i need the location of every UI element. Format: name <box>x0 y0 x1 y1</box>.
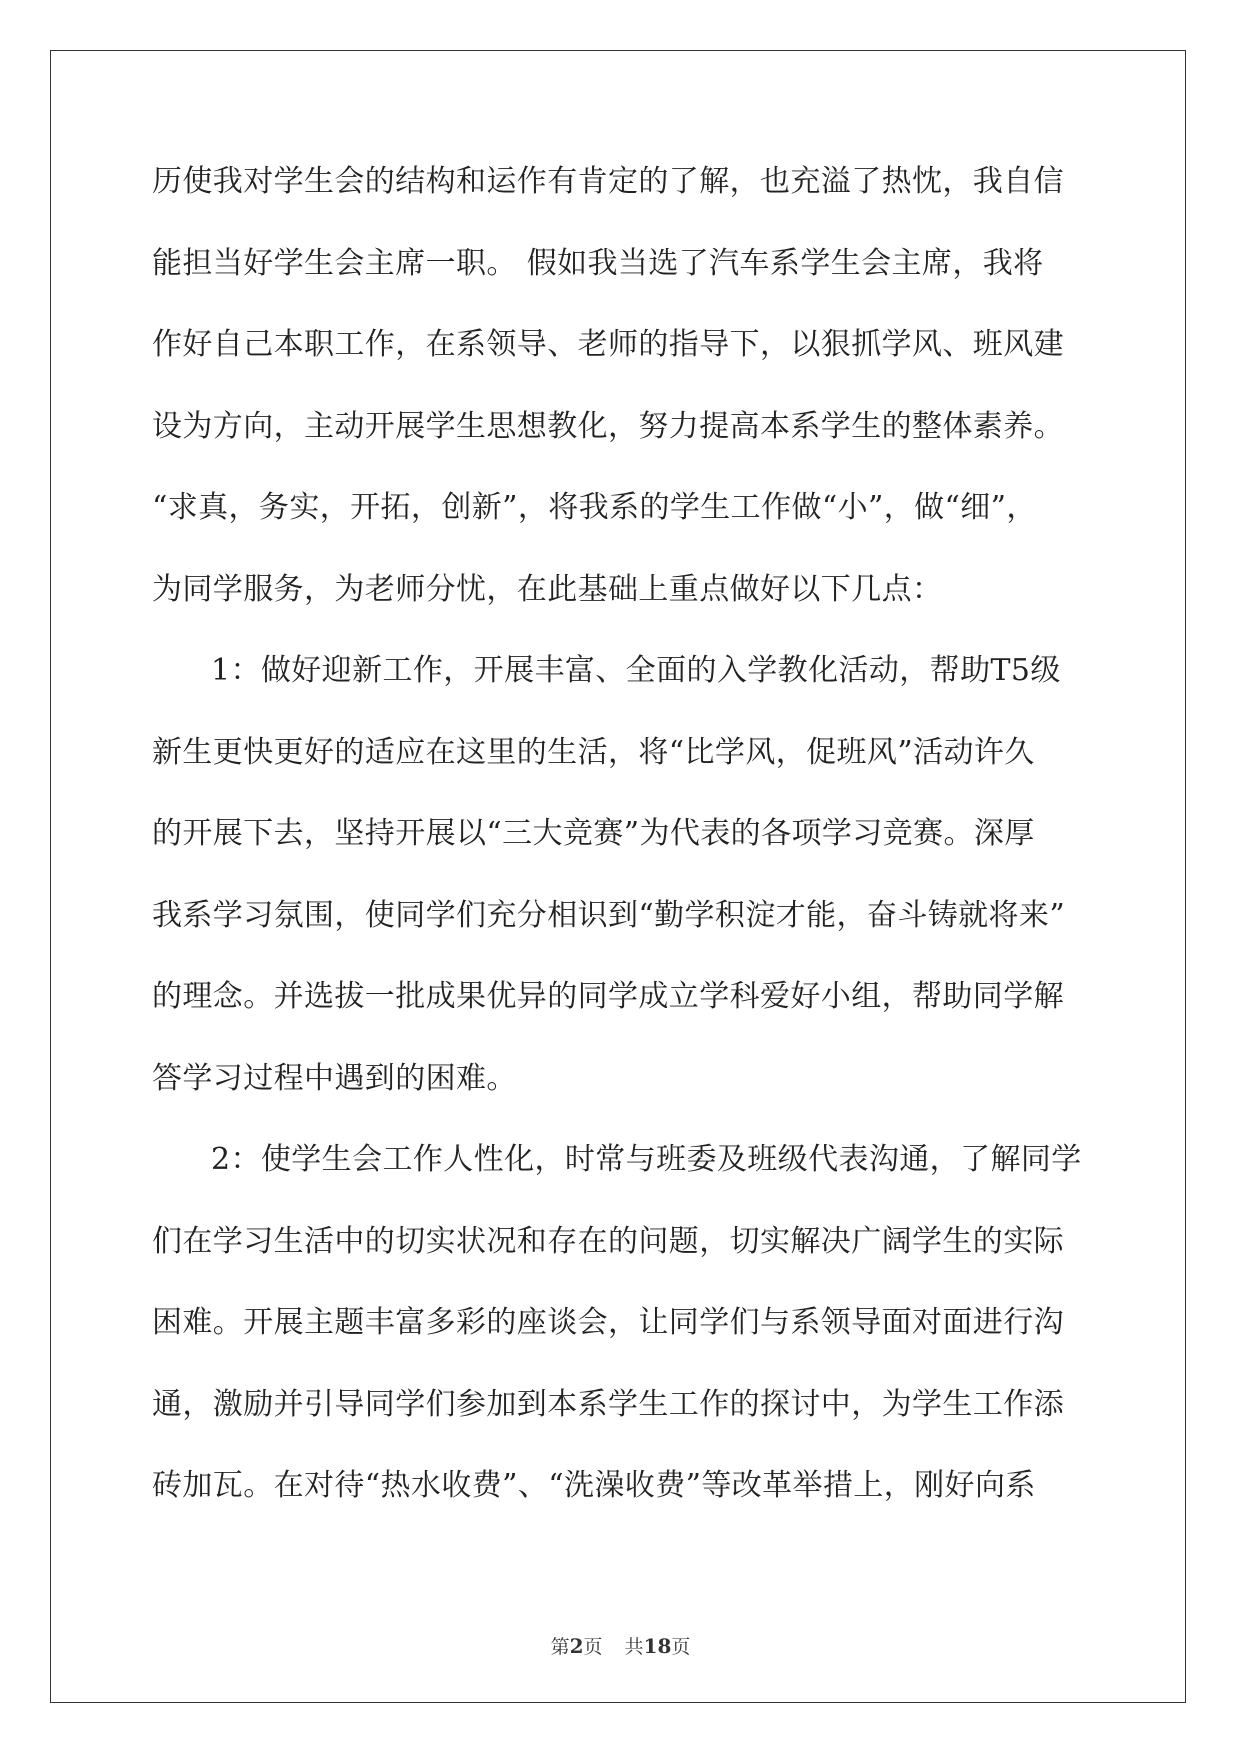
text-line-17: 砖加瓦。在对待“热水收费”、“洗澡收费”等改革举措上，刚好向系 <box>152 1468 1036 1503</box>
text-line-16: 通，激励并引导同学们参加到本系学生工作的探讨中，为学生工作添 <box>152 1386 1064 1422</box>
text-line-7: 1：做好迎新工作，开展丰富、全面的入学教化活动，帮助T5级 <box>211 653 1061 688</box>
total-prefix: 共 <box>624 1636 644 1658</box>
text-line-12: 答学习过程中遇到的困难。 <box>152 1060 517 1096</box>
text-line-14: 们在学习生活中的切实状况和存在的问题，切实解决广阔学生的实际 <box>152 1223 1064 1259</box>
text-line-1: 历使我对学生会的结构和运作有肯定的了解，也充溢了热忱，我自信 <box>152 164 1064 199</box>
page-footer <box>0 1632 1241 1659</box>
page-number: 2 <box>569 1634 584 1658</box>
text-line-8: 新生更快更好的适应在这里的生活，将“比学风，促班风”活动许久 <box>152 734 1035 770</box>
total-pages: 18 <box>643 1634 672 1658</box>
text-line-2: 能担当好学生会主席一职。 假如我当选了汽车系学生会主席，我将 <box>152 245 1044 281</box>
page-prefix: 第 <box>550 1636 570 1658</box>
text-line-4: 设为方向，主动开展学生思想教化，努力提高本系学生的整体素养。 <box>152 408 1064 444</box>
page-suffix: 页 <box>583 1636 603 1658</box>
total-suffix: 页 <box>671 1636 691 1658</box>
text-line-9: 的开展下去，坚持开展以“三大竞赛”为代表的各项学习竞赛。深厚 <box>152 816 1035 851</box>
text-line-5: “求真，务实，开拓，创新”，将我系的学生工作做“小”，做“细”， <box>152 490 1037 525</box>
text-line-15: 困难。开展主题丰富多彩的座谈会，让同学们与系领导面对面进行沟 <box>152 1305 1064 1340</box>
text-line-10: 我系学习氛围，使同学们充分相识到“勤学积淀才能，奋斗铸就将来” <box>152 897 1066 933</box>
text-line-11: 的理念。并选拔一批成果优异的同学成立学科爱好小组，帮助同学解 <box>152 979 1064 1014</box>
document-body <box>152 160 1092 1546</box>
text-line-6: 为同学服务，为老师分忧，在此基础上重点做好以下几点： <box>152 571 943 607</box>
text-line-3: 作好自己本职工作，在系领导、老师的指导下，以狠抓学风、班风建 <box>152 327 1064 362</box>
text-line-13: 2：使学生会工作人性化，时常与班委及班级代表沟通，了解同学 <box>211 1142 1082 1177</box>
